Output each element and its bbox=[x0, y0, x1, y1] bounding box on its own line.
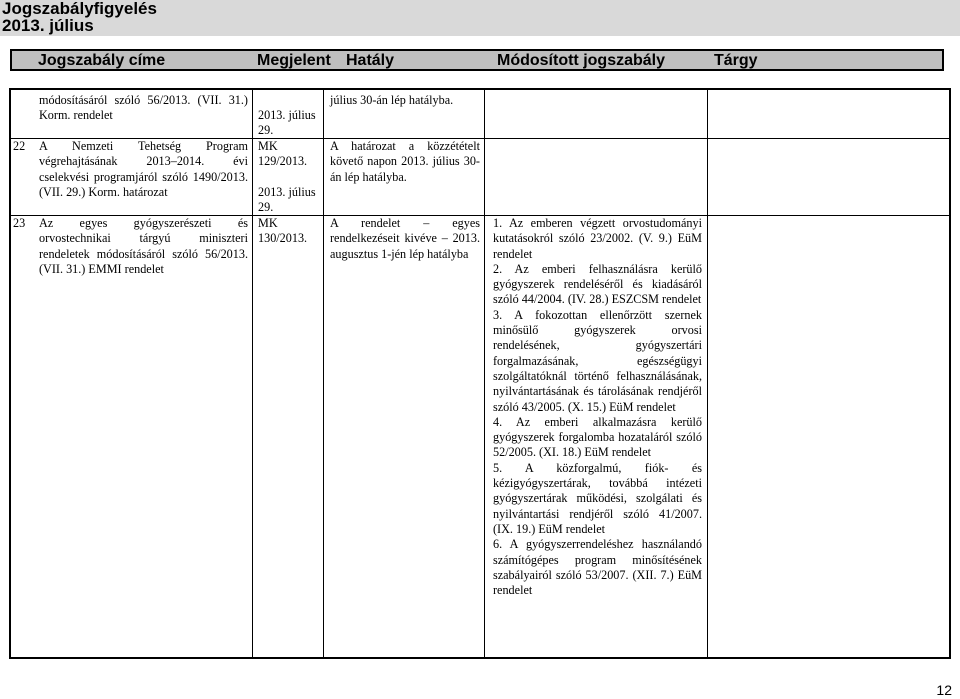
table-border-right bbox=[949, 88, 951, 659]
effect-text: A határozat a közzétételt követő napon 2013. július 30-án lép hatályba. bbox=[330, 139, 480, 184]
column-divider bbox=[323, 88, 324, 658]
modified-law-item: 6. A gyógyszerrendeléshez használandó számítógépes program minősítésének szabályairól szóló 53/2007. (XII. 7.) EüM rendelet bbox=[493, 537, 702, 598]
document-title: Jogszabályfigyelés bbox=[2, 0, 157, 18]
modified-law-item: 3. A fokozottan ellenőrzött szernek minősülő gyógyszerek orvosi rendelésének, gyógyszertári forgalmazásának, egészségügyi szolgáltatóknál történő felhasználásának, nyilvántartásának és tárolásának rendjéről szóló 43/2005. (X. 15.) EüM rendelet bbox=[493, 307, 702, 414]
column-header-modified: Módosított jogszabály bbox=[497, 52, 665, 69]
column-header-title: Jogszabály címe bbox=[38, 52, 166, 69]
column-divider bbox=[484, 88, 485, 658]
published-date: 2013. július 29. bbox=[258, 108, 316, 138]
page-number: 12 bbox=[936, 682, 952, 698]
row-number: 23 bbox=[13, 216, 26, 230]
law-title: A Nemzeti Tehetség Program végrehajtásának 2013–2014. évi cselekvési programjáról szóló 1490/2013. (VII. 29.) Korm. határozat bbox=[39, 139, 248, 199]
row-number: 22 bbox=[13, 139, 26, 153]
published-issue: MK 129/2013. bbox=[258, 139, 308, 169]
column-header-effect: Hatály bbox=[346, 52, 395, 69]
column-divider bbox=[707, 88, 708, 658]
modified-law-item: 5. A közforgalmú, fiók- és kézigyógyszertárak, továbbá intézeti gyógyszertárak működési, szolgálati és nyilvántartási rendjéről szóló 41/2007. (IX. 19.) EüM rendelet bbox=[493, 460, 702, 536]
published-date: 2013. július 29. bbox=[258, 185, 316, 215]
effect-text: július 30-án lép hatályba. bbox=[330, 93, 454, 107]
column-header-published: Megjelent bbox=[257, 52, 331, 69]
law-title: Az egyes gyógyszerészeti és orvostechnikai tárgyú miniszteri rendeletek módosításáról szóló 56/2013. (VII. 31.) EMMI rendelet bbox=[39, 216, 248, 276]
law-title: módosításáról szóló 56/2013. (VII. 31.) Korm. rendelet bbox=[39, 93, 248, 123]
column-divider bbox=[252, 88, 253, 658]
modified-law-item: 1. Az emberen végzett orvostudományi kutatásokról szóló 23/2002. (V. 9.) EüM rendelet bbox=[493, 216, 702, 261]
modified-law-item: 4. Az emberi alkalmazásra kerülő gyógyszerek forgalomba hozataláról szóló 52/2005. (XI. 18.) EüM rendelet bbox=[493, 414, 702, 460]
published-issue: MK 130/2013. bbox=[258, 216, 308, 246]
table-border-bottom bbox=[9, 657, 951, 659]
table-header bbox=[10, 49, 944, 71]
table-border-left bbox=[9, 88, 11, 659]
column-header-subject: Tárgy bbox=[714, 52, 758, 69]
document-subtitle: 2013. július bbox=[2, 16, 94, 35]
document-header bbox=[0, 0, 960, 36]
modified-laws-list bbox=[493, 216, 702, 598]
table-border-top bbox=[9, 88, 951, 90]
modified-law-item: 2. Az emberi felhasználásra kerülő gyógyszerek rendeléséről és kiadásáról szóló 44/2004. (IV. 28.) ESZCSM rendelet bbox=[493, 261, 702, 307]
effect-text: A rendelet – egyes rendelkezéseit kivéve – 2013. augusztus 1-jén lép hatályba bbox=[330, 216, 480, 261]
